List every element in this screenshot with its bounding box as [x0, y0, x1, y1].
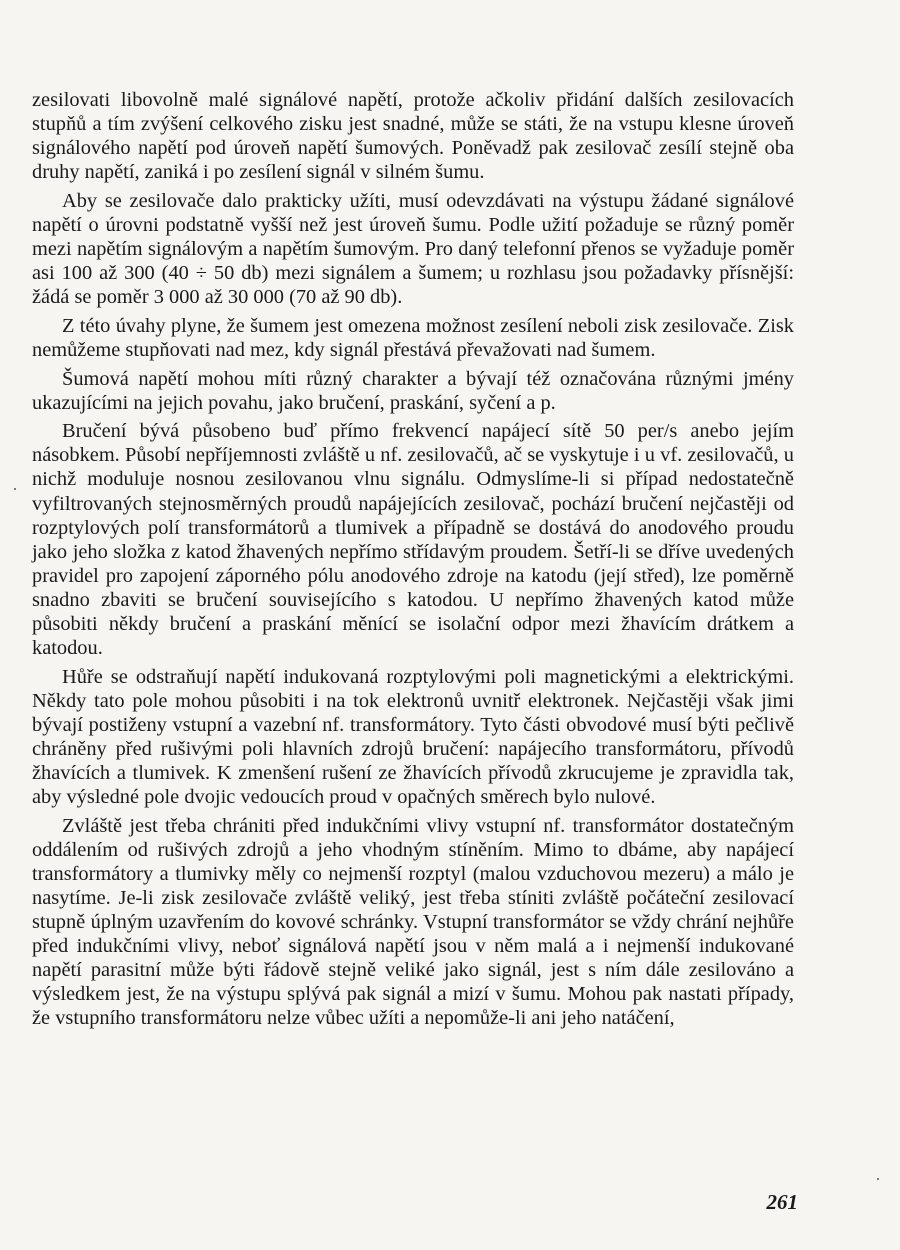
- paragraph-6: Hůře se odstraňují napětí indukovaná rozptylovými poli magnetickými a elektrickými. Někdy tato pole mohou působiti i na tok elektronů uvnitř elektronek. Nejčastěji však jimi bývají postiženy vstupní a vazební nf. transformátory. Tyto části obvodové musí býti pečlivě chráněny před rušivými poli hlavních zdrojů bručení: napájecího transformátoru, přívodů žhavících a tlumivek. K zmenšení rušení ze žhavících přívodů zkrucujeme je zpravidla tak, aby výsledné pole dvojic vedoucích proud v opačných směrech bylo nulové.: [32, 665, 794, 809]
- paragraph-1: zesilovati libovolně malé signálové napětí, protože ačkoliv přidání dalších zesilovacích stupňů a tím zvýšení celkového zisku jest snadné, může se státi, že na vstupu klesne úroveň signálového napětí pod úroveň napětí šumových. Poněvadž pak zesilovač zesílí stejně oba druhy napětí, zaniká i po zesílení signál v silném šumu.: [32, 89, 794, 184]
- paragraph-4: Šumová napětí mohou míti různý charakter a bývají též označována různými jmény ukazujícími na jejich povahu, jako bručení, praskání, syčení a p.: [32, 367, 794, 414]
- body-text: [32, 88, 794, 1035]
- paper-speck: [14, 488, 16, 490]
- paragraph-3: Z této úvahy plyne, že šumem jest omezena možnost zesílení neboli zisk zesilovače. Zisk nemůžeme stupňovati nad mez, kdy signál přestává převažovati nad šumem.: [32, 314, 794, 361]
- paper-speck: [877, 1178, 879, 1180]
- paragraph-7: Zvláště jest třeba chrániti před indukčními vlivy vstupní nf. transformátor dostatečným oddálením od rušivých zdrojů a jeho vhodným stíněním. Mimo to dbáme, aby napájecí transformátory a tlumivky měly co nejmenší rozptyl (malou vzduchovou mezeru) a málo je nasytíme. Je-li zisk zesilovače zvláště veliký, jest třeba stíniti zvláště počáteční zesilovací stupně úplným uzavřením do kovové schránky. Vstupní transformátor se vždy chrání nejhůře před indukčními vlivy, neboť signálová napětí jsou v něm malá a i nejmenší indukované napětí parasitní může býti řádově stejně veliké jako signál, jest s ním dále zesilováno a výsledkem jest, že na výstupu splývá pak signál a mizí v šumu. Mohou pak nastati případy, že vstupního transformátoru nelze vůbec užíti a nepomůže-li ani jeho natáčení,: [32, 814, 794, 1030]
- paragraph-2: Aby se zesilovače dalo prakticky užíti, musí odevzdávati na výstupu žádané signálové napětí o úrovni podstatně vyšší než jest úroveň šumu. Podle užití požaduje se různý poměr mezi napětím signálovým a napětím šumovým. Pro daný telefonní přenos se vyžaduje poměr asi 100 až 300 (40 ÷ 50 db) mezi signálem a šumem; u rozhlasu jsou požadavky přísnější: žádá se poměr 3 000 až 30 000 (70 až 90 db).: [32, 189, 794, 309]
- paragraph-5: Bručení bývá působeno buď přímo frekvencí napájecí sítě 50 per/s anebo jejím násobkem. Působí nepříjemnosti zvláště u nf. zesilovačů, ač se vyskytuje i u vf. zesilovačů, u nichž moduluje nosnou zesilovanou vlnu signálu. Odmyslíme-li si případ nedostatečně vyfiltrovaných stejnosměrných proudů napájejících zesilovač, pochází bručení nejčastěji od rozptylových polí transformátorů a tlumivek a případně se dostává do anodového proudu jako jeho složka z katod žhavených nepřímo střídavým proudem. Šetří-li se dříve uvedených pravidel pro zapojení záporného pólu anodového zdroje na katodu (její střed), lze poměrně snadno zbaviti se bručení souvisejícího s katodou. U nepřímo žhavených katod může působiti někdy bručení a praskání měnící se isolační odpor mezi žhavícím drátkem a katodou.: [32, 420, 794, 660]
- page-number: 261: [766, 1190, 798, 1214]
